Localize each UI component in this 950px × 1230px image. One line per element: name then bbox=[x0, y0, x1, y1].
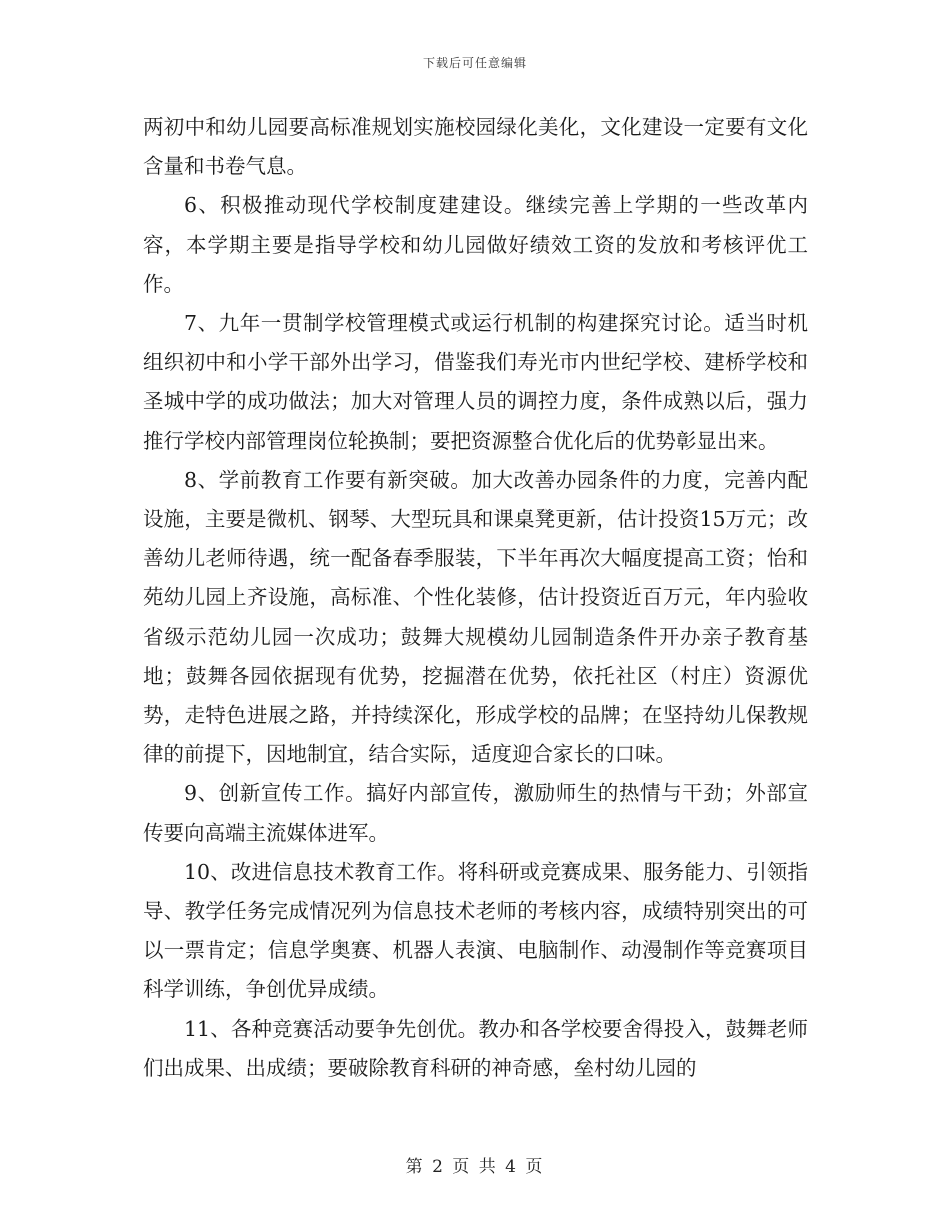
page-header: 下载后可任意编辑 bbox=[422, 56, 527, 70]
page-number-footer: 第 2 页 共 4 页 bbox=[405, 1157, 545, 1177]
paragraph-item-6: 6、积极推动现代学校制度建建设。继续完善上学期的一些改革内容，本学期主要是指导学校和幼儿园做好绩效工资的发放和考核评优工作。 bbox=[143, 193, 808, 296]
paragraph-item-10: 10、改进信息技术教育工作。将科研或竞赛成果、服务能力、引领指导、教学任务完成情况列为信息技术老师的考核内容，成绩特别突出的可以一票肯定；信息学奥赛、机器人表演、电脑制作、动漫制作等竞赛项目科学训练，争创优异成绩。 bbox=[143, 859, 808, 1002]
paragraph-item-11: 11、各种竞赛活动要争先创优。教办和各学校要舍得投入，鼓舞老师们出成果、出成绩；要破除教育科研的神奇感，垒村幼儿园的 bbox=[143, 1016, 808, 1080]
paragraph-continuation: 两初中和幼儿园要高标准规划实施校园绿化美化，文化建设一定要有文化含量和书卷气息。 bbox=[143, 115, 808, 179]
paragraph-item-8: 8、学前教育工作要有新突破。加大改善办园条件的力度，完善内配设施，主要是微机、钢琴、大型玩具和课桌凳更新，估计投资15万元；改善幼儿老师待遇，统一配备春季服装，下半年再次大幅度提高工资；怡和苑幼儿园上齐设施，高标准、个性化装修，估计投资近百万元，年内验收省级示范幼儿园一次成功；鼓舞大规模幼儿园制造条件开办亲子教育基地；鼓舞各园依据现有优势，挖掘潜在优势，依托社区（村庄）资源优势，走特色进展之路，并持续深化，形成学校的品牌；在坚持幼儿保教规律的前提下，因地制宜，结合实际，适度迎合家长的口味。 bbox=[143, 467, 808, 767]
paragraph-item-9: 9、创新宣传工作。搞好内部宣传，激励师生的热情与干劲；外部宣传要向高端主流媒体进军。 bbox=[143, 781, 808, 845]
paragraph-item-7: 7、九年一贯制学校管理模式或运行机制的构建探究讨论。适当时机组织初中和小学干部外出学习，借鉴我们寿光市内世纪学校、建桥学校和圣城中学的成功做法；加大对管理人员的调控力度，条件成熟以后，强力推行学校内部管理岗位轮换制；要把资源整合优化后的优势彰显出来。 bbox=[143, 311, 808, 453]
document-body bbox=[143, 108, 808, 1088]
